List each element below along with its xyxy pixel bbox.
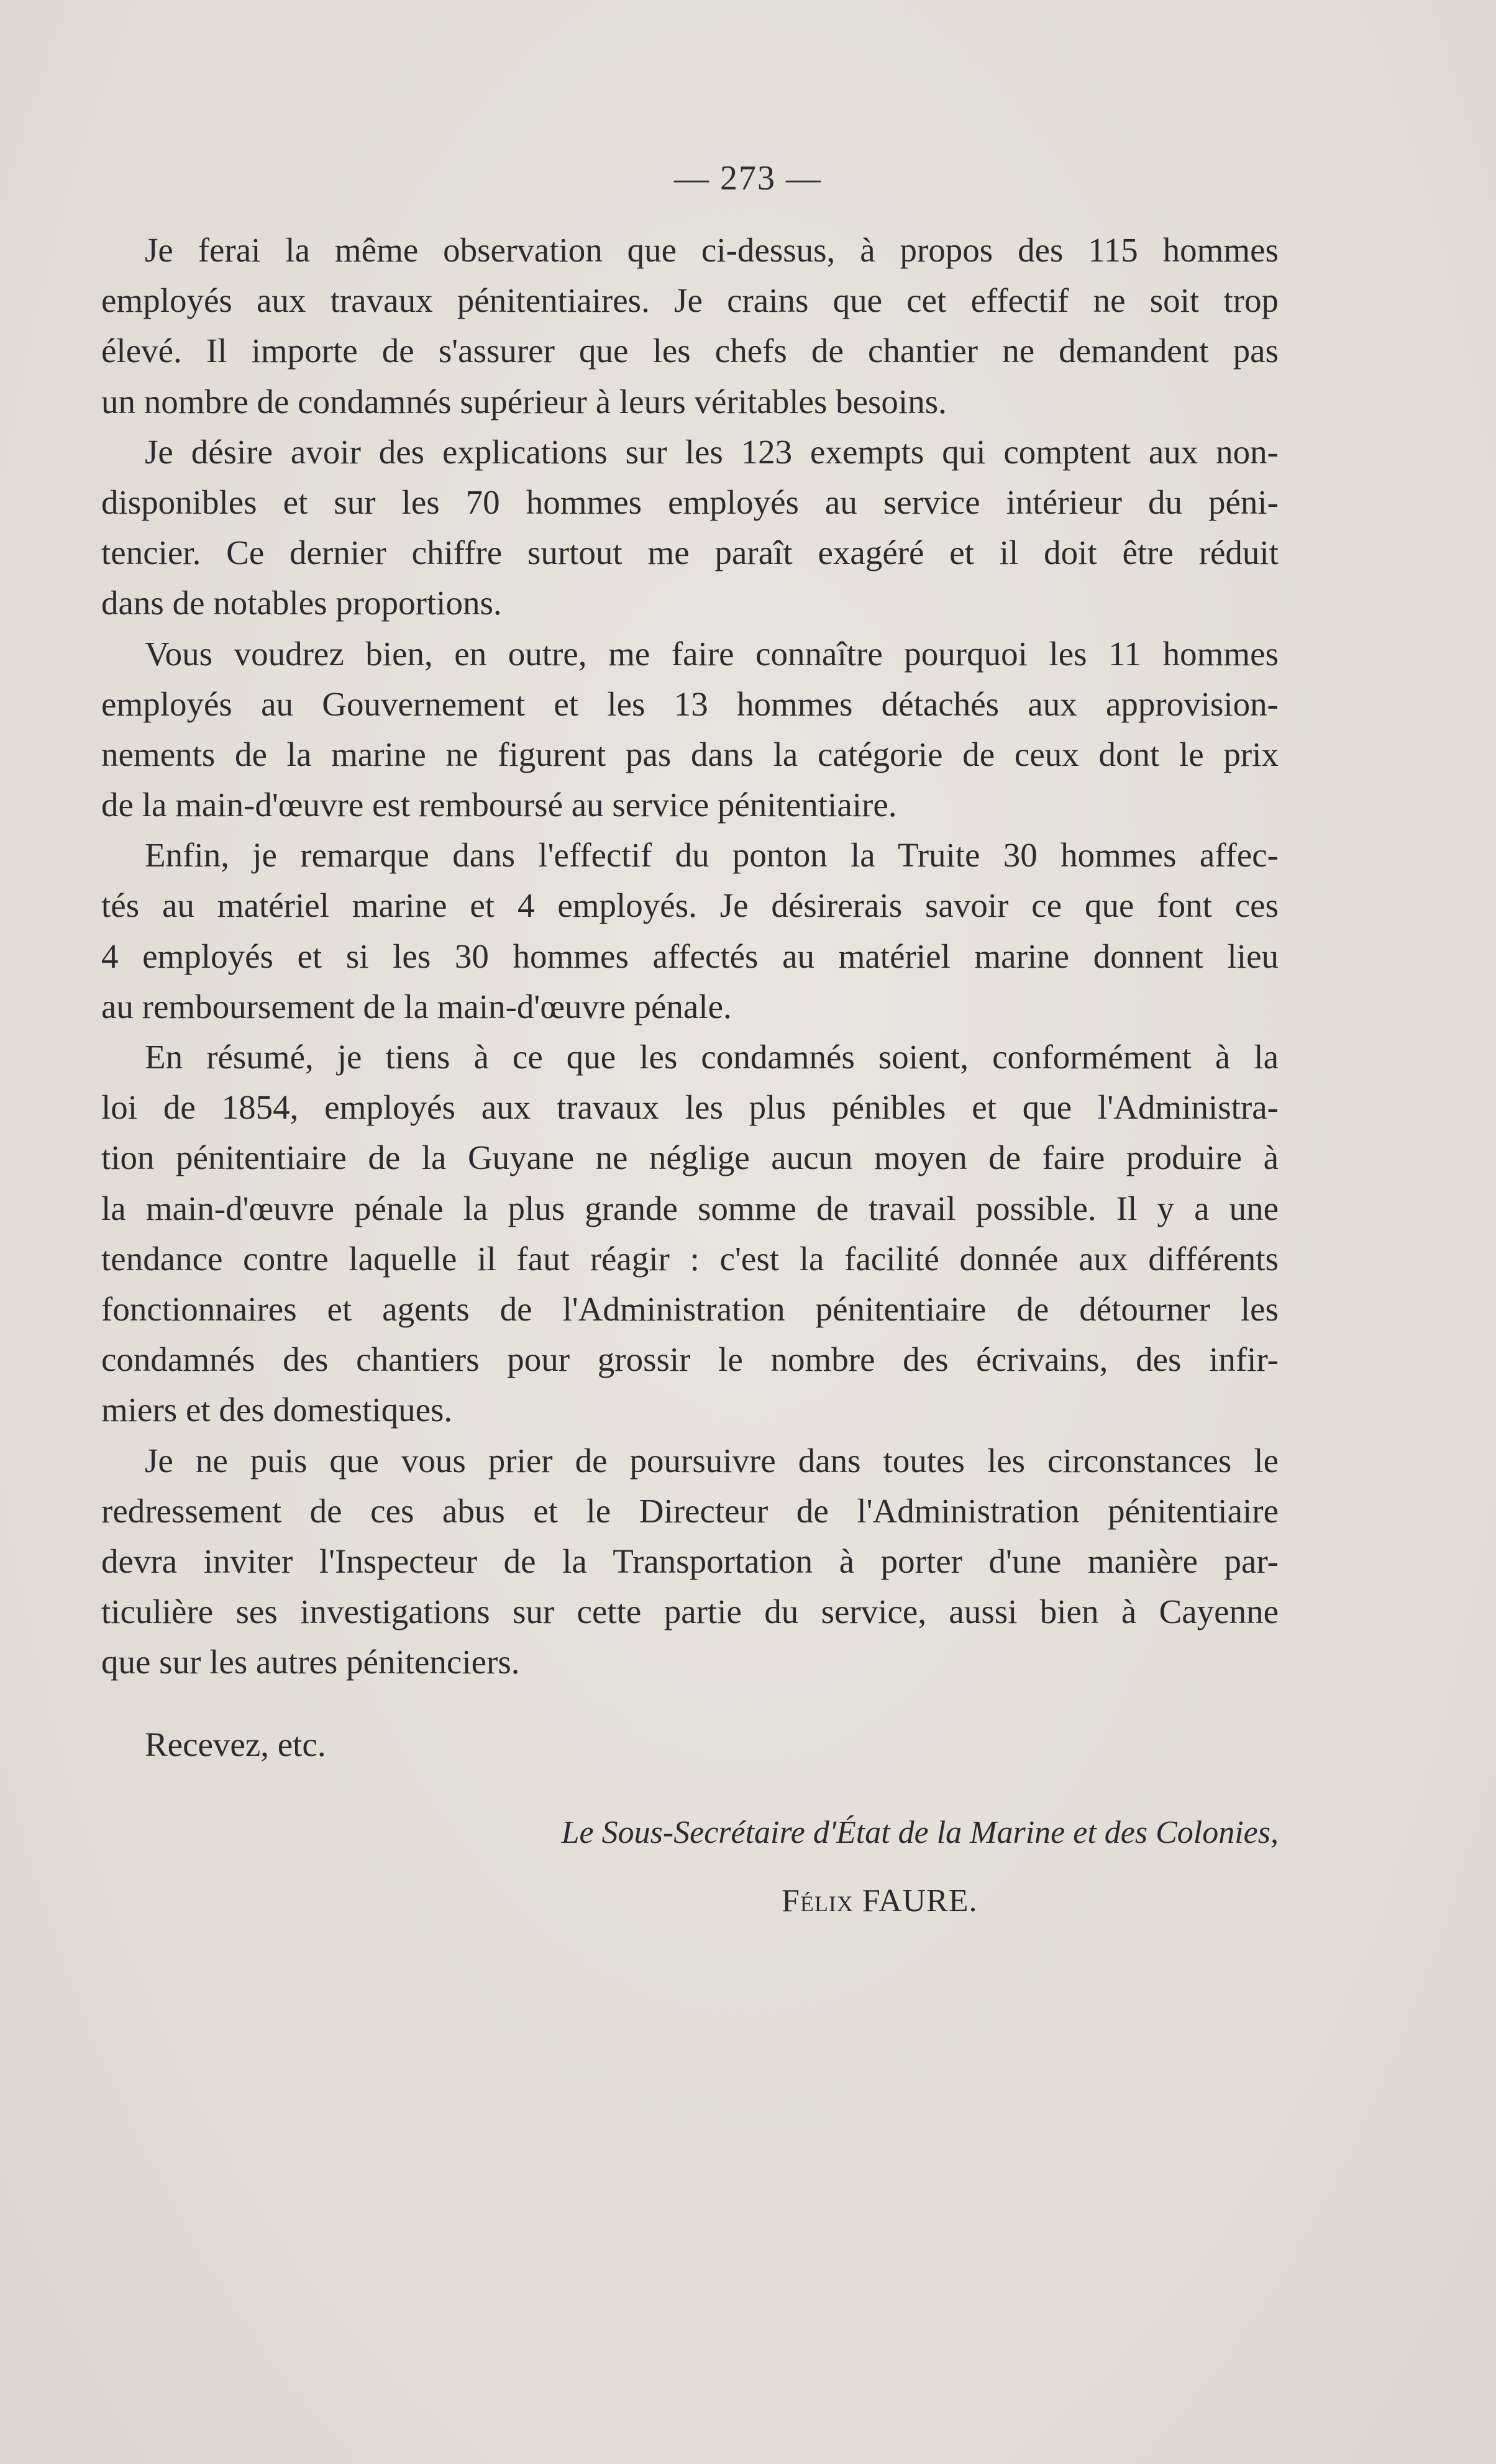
text-line: employés au Gouvernement et les 13 hommes détachés aux approvision- [101, 684, 1279, 723]
text-line: élevé. Il importe de s'assurer que les chefs de chantier ne demandent pas [101, 332, 1279, 370]
text-line: tendance contre laquelle il faut réagir : c'est la facilité donnée aux différents [101, 1239, 1279, 1278]
text-line: tion pénitentiaire de la Guyane ne néglige aucun moyen de faire produire à [101, 1139, 1279, 1177]
paragraph-6 [101, 1435, 1279, 1688]
text-line: dans de notables proportions. [101, 584, 502, 622]
letter-body [101, 225, 1279, 1687]
text-line: redressement de ces abus et le Directeur de l'Administration pénitentiaire [101, 1491, 1279, 1530]
text-line: que sur les autres pénitenciers. [101, 1643, 520, 1681]
text-line: Vous voudrez bien, en outre, me faire connaître pourquoi les 11 hommes [145, 634, 1279, 673]
paragraph-5 [101, 1032, 1279, 1435]
text-line: au remboursement de la main-d'œuvre pénale. [101, 987, 732, 1025]
text-line: devra inviter l'Inspecteur de la Transportation à porter d'une manière par- [101, 1542, 1279, 1580]
text-line: ticulière ses investigations sur cette partie du service, aussi bien à Cayenne [101, 1593, 1279, 1631]
text-line: tencier. Ce dernier chiffre surtout me paraît exagéré et il doit être réduit [101, 534, 1279, 572]
text-line: employés aux travaux pénitentiaires. Je crains que cet effectif ne soit trop [101, 281, 1279, 320]
text-line: Je ferai la même observation que ci-dessus, à propos des 115 hommes [145, 231, 1279, 269]
text-line: un nombre de condamnés supérieur à leurs véritables besoins. [101, 382, 947, 421]
paragraph-1 [101, 225, 1279, 427]
text-line: miers et des domestiques. [101, 1391, 453, 1429]
text-line: condamnés des chantiers pour grossir le nombre des écrivains, des infir- [101, 1340, 1279, 1379]
signature-name [782, 1876, 978, 1926]
paragraph-3 [101, 629, 1279, 830]
text-line: loi de 1854, employés aux travaux les plus pénibles et que l'Administra- [101, 1088, 1279, 1127]
text-line: fonctionnaires et agents de l'Administration pénitentiaire de détourner les [101, 1289, 1279, 1328]
paragraph-2 [101, 427, 1279, 629]
text-line: Je ne puis que vous prier de poursuivre dans toutes les circonstances le [145, 1441, 1279, 1480]
paragraph-4 [101, 830, 1279, 1032]
text-line: nements de la marine ne figurent pas dans la catégorie de ceux dont le prix [101, 735, 1279, 773]
closing-salutation: Recevez, etc. [145, 1725, 326, 1763]
text-line: 4 employés et si les 30 hommes affectés au matériel marine donnent lieu [101, 937, 1279, 975]
signature-title: Le Sous-Secrétaire d'État de la Marine et des Colonies, [561, 1815, 1279, 1850]
page-number: — 273 — [674, 159, 822, 198]
signature-last-name: FAURE. [862, 1883, 978, 1919]
text-line: En résumé, je tiens à ce que les condamnés soient, conformément à la [145, 1038, 1279, 1076]
text-line: la main-d'œuvre pénale la plus grande somme de travail possible. Il y a une [101, 1189, 1279, 1227]
text-line: disponibles et sur les 70 hommes employés au service intérieur du péni- [101, 483, 1279, 521]
text-line: tés au matériel marine et 4 employés. Je désirerais savoir ce que font ces [101, 886, 1279, 925]
text-line: de la main-d'œuvre est remboursé au service pénitentiaire. [101, 786, 897, 824]
signature-first-name: Félix [782, 1883, 854, 1919]
text-line: Enfin, je remarque dans l'effectif du ponton la Truite 30 hommes affec- [145, 836, 1279, 875]
text-line: Je désire avoir des explications sur les 123 exempts qui comptent aux non- [145, 432, 1279, 471]
